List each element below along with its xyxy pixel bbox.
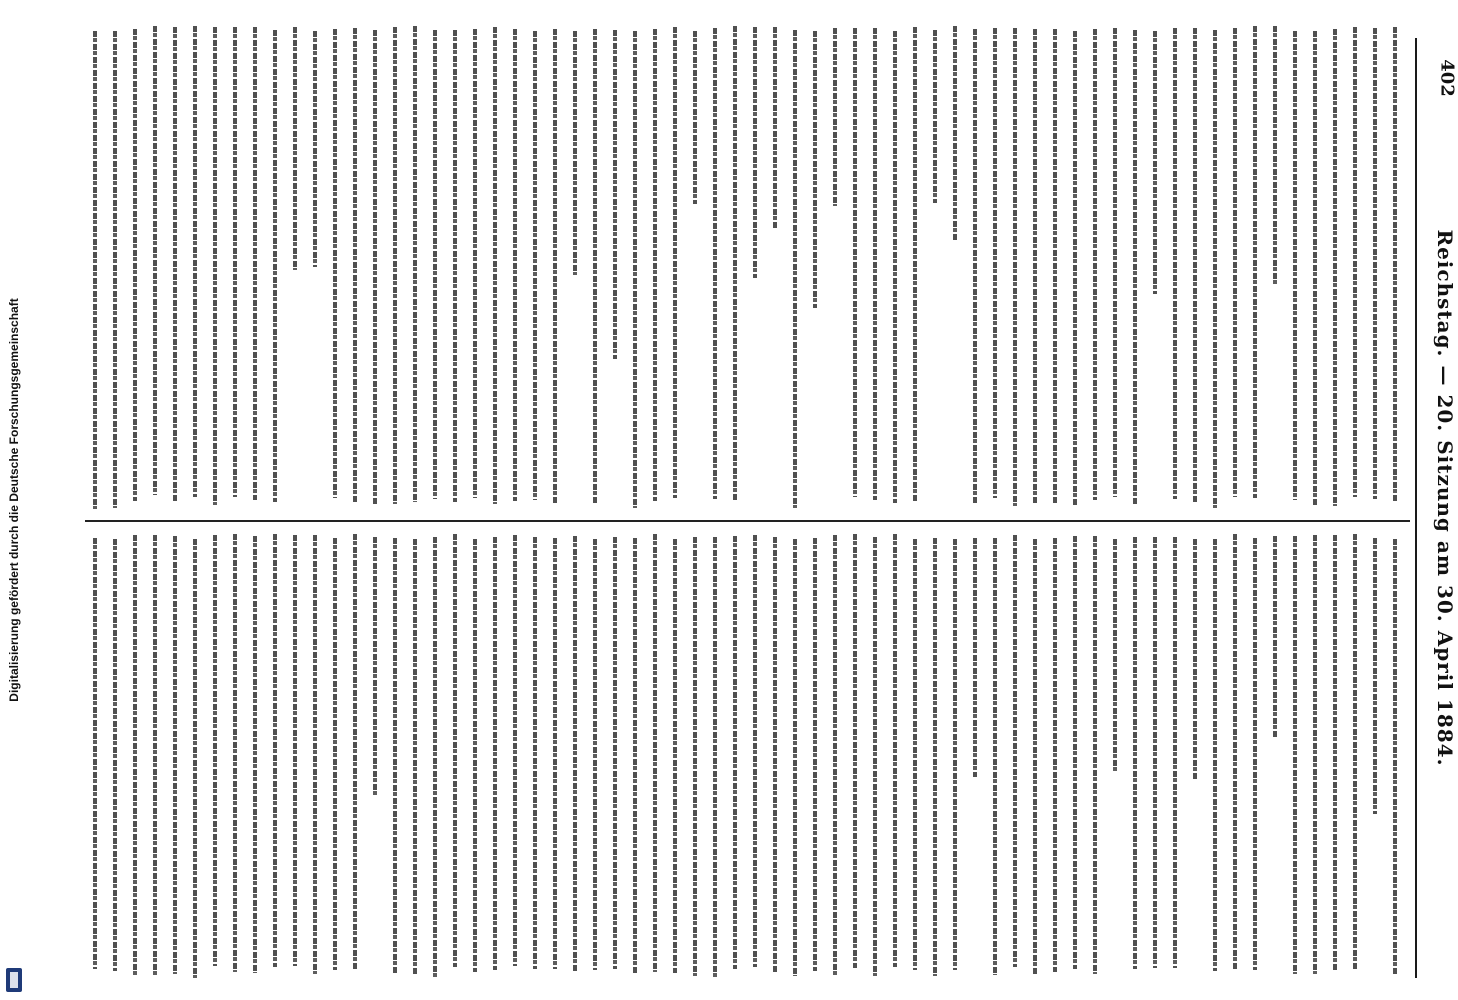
- text-line: [233, 27, 237, 497]
- text-line: [1273, 536, 1277, 738]
- text-line: [1033, 29, 1037, 503]
- running-header: Reichstag. — 20. Sitzung am 30. April 1884.: [1433, 229, 1457, 767]
- text-line: [273, 534, 277, 967]
- text-line: [433, 30, 437, 499]
- text-line: [593, 539, 597, 970]
- scanned-page: [85, 18, 1458, 980]
- text-line: [993, 28, 997, 498]
- text-line: [1053, 29, 1057, 503]
- text-line: [353, 28, 357, 502]
- text-line: [553, 29, 557, 504]
- text-line: [373, 30, 377, 504]
- text-line: [133, 535, 137, 975]
- text-line: [1113, 28, 1117, 497]
- text-line: [253, 536, 257, 973]
- text-line: [1113, 539, 1117, 772]
- text-line: [1153, 31, 1157, 294]
- text-line: [813, 31, 817, 308]
- text-line: [773, 27, 777, 228]
- text-line: [233, 534, 237, 972]
- text-line: [93, 538, 97, 969]
- text-line: [993, 538, 997, 975]
- text-line: [713, 537, 717, 977]
- text-line: [1313, 31, 1317, 506]
- text-line: [1013, 28, 1017, 506]
- text-line: [1273, 26, 1277, 284]
- text-line: [193, 26, 197, 497]
- text-line: [353, 534, 357, 969]
- text-line: [1253, 26, 1257, 498]
- text-line: [1013, 535, 1017, 967]
- text-line: [873, 28, 877, 500]
- text-line: [313, 535, 317, 974]
- text-line: [533, 31, 537, 500]
- text-line: [1193, 539, 1197, 779]
- text-line: [633, 31, 637, 508]
- digitization-credit: Digitalisierung gefördert durch die Deutsche Forschungsgemeinschaft: [7, 298, 21, 702]
- text-line: [1353, 27, 1357, 497]
- text-line: [853, 534, 857, 968]
- text-line: [593, 29, 597, 503]
- text-line: [293, 535, 297, 966]
- text-line: [333, 538, 337, 970]
- text-line: [433, 537, 437, 977]
- text-line: [1393, 539, 1397, 974]
- text-line: [453, 30, 457, 502]
- text-line: [573, 536, 577, 972]
- text-line: [413, 539, 417, 975]
- text-column-top: [85, 18, 1325, 513]
- text-line: [1173, 28, 1177, 499]
- text-line: [373, 537, 377, 796]
- text-line: [153, 535, 157, 975]
- text-line: [1253, 538, 1257, 970]
- text-line: [573, 31, 577, 275]
- text-line: [793, 30, 797, 508]
- dfg-logo: [6, 968, 22, 992]
- text-line: [1133, 30, 1137, 505]
- text-line: [1053, 538, 1057, 972]
- page-number: 402: [1436, 59, 1458, 97]
- column-divider: [85, 520, 1410, 522]
- text-line: [333, 29, 337, 498]
- text-line: [933, 30, 937, 203]
- text-line: [673, 539, 677, 973]
- text-line: [153, 26, 157, 495]
- text-line: [1333, 535, 1337, 971]
- text-line: [953, 539, 957, 970]
- text-line: [1233, 28, 1237, 497]
- text-line: [893, 534, 897, 967]
- text-line: [773, 537, 777, 972]
- text-line: [673, 27, 677, 498]
- text-line: [213, 535, 217, 966]
- text-line: [213, 27, 217, 505]
- text-line: [493, 537, 497, 970]
- text-line: [873, 537, 877, 976]
- text-line: [953, 26, 957, 241]
- text-line: [113, 31, 117, 508]
- text-line: [1173, 537, 1177, 968]
- text-line: [693, 31, 697, 204]
- text-line: [1333, 29, 1337, 506]
- text-line: [1193, 28, 1197, 503]
- text-line: [833, 535, 837, 975]
- text-line: [253, 27, 257, 500]
- text-line: [793, 539, 797, 976]
- text-line: [1213, 539, 1217, 971]
- text-line: [513, 29, 517, 501]
- text-line: [733, 536, 737, 969]
- text-line: [1033, 539, 1037, 975]
- text-line: [713, 28, 717, 499]
- text-line: [1313, 535, 1317, 974]
- text-line: [853, 28, 857, 497]
- text-line: [1373, 538, 1377, 814]
- text-line: [173, 536, 177, 974]
- text-line: [913, 539, 917, 970]
- text-line: [413, 26, 417, 502]
- text-line: [933, 538, 937, 976]
- text-line: [1293, 536, 1297, 974]
- text-line: [1213, 30, 1217, 508]
- text-line: [1153, 537, 1157, 968]
- text-line: [113, 539, 117, 971]
- text-line: [753, 535, 757, 967]
- text-line: [393, 538, 397, 974]
- text-line: [753, 27, 757, 278]
- text-line: [93, 31, 97, 509]
- text-line: [393, 27, 397, 504]
- text-line: [313, 31, 317, 267]
- text-line: [973, 29, 977, 504]
- text-line: [893, 31, 897, 503]
- text-line: [193, 539, 197, 978]
- text-line: [133, 29, 137, 501]
- text-line: [1093, 29, 1097, 500]
- text-line: [633, 538, 637, 974]
- text-line: [533, 537, 537, 969]
- text-line: [1353, 534, 1357, 970]
- text-line: [1073, 536, 1077, 969]
- text-line: [473, 29, 477, 498]
- text-line: [1233, 534, 1237, 970]
- text-line: [513, 535, 517, 966]
- text-line: [733, 26, 737, 500]
- text-line: [473, 539, 477, 972]
- text-line: [1293, 31, 1297, 500]
- text-line: [613, 30, 617, 359]
- text-line: [1393, 27, 1397, 502]
- text-line: [913, 27, 917, 502]
- text-line: [453, 534, 457, 967]
- text-line: [1073, 31, 1077, 506]
- text-line: [653, 534, 657, 972]
- text-line: [273, 30, 277, 502]
- text-line: [1373, 28, 1377, 499]
- text-line: [833, 28, 837, 206]
- text-line: [293, 27, 297, 270]
- text-line: [173, 27, 177, 501]
- text-line: [973, 538, 977, 777]
- text-line: [553, 538, 557, 969]
- text-line: [1133, 537, 1137, 969]
- text-line: [813, 538, 817, 971]
- text-line: [653, 29, 657, 501]
- header-rule: [1415, 38, 1417, 978]
- text-line: [493, 27, 497, 504]
- text-column-bottom: [85, 530, 1325, 980]
- text-line: [1093, 536, 1097, 974]
- text-line: [693, 537, 697, 976]
- text-line: [613, 537, 617, 969]
